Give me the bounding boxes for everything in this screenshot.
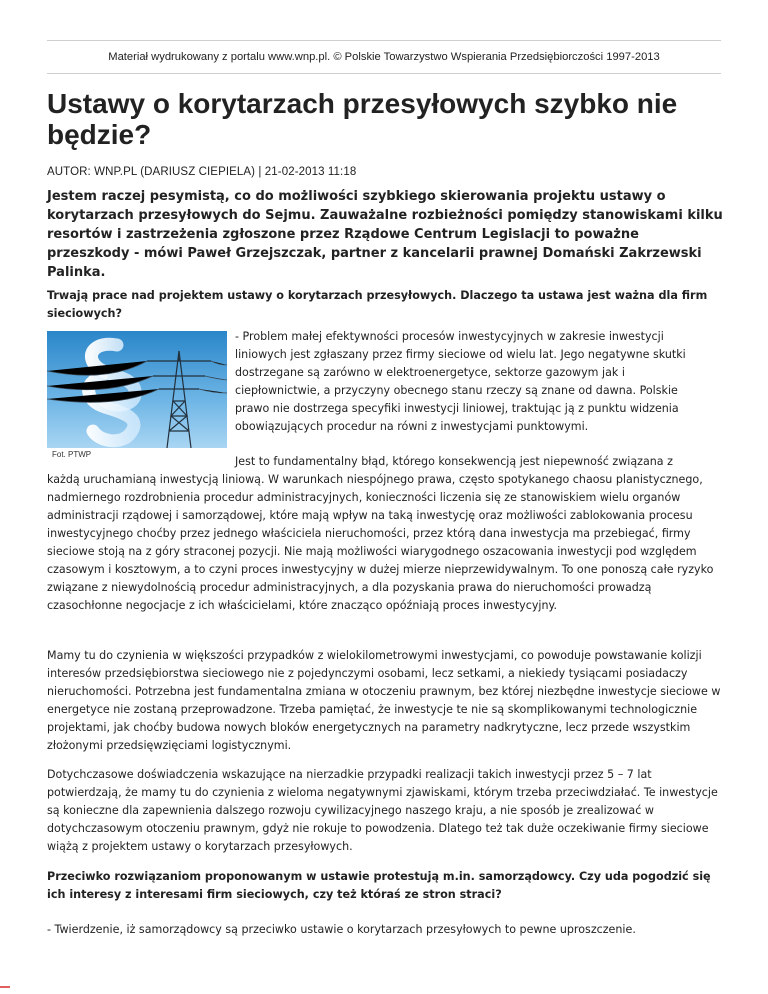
paragraph-3: Dotychczasowe doświadczenia wskazujące na nierzadkie przypadki realizacji takich inwestycji przez 5 – 7 lat potwierdzają, że mamy tu do czynienia z wieloma negatywnymi zjawiskami, którym trzeba przeciwdziałać. Te inwestycje są konieczne dla zapewnienia dalszego rozwoju cywilizacyjnego naszego kraju, a nie sposób je zrealizować w dotychczasowym otoczeniu prawnym, gdyż nie rokuje to powodzenia. Dlatego też tak duże oczekiwanie firmy sieciowe wiążą z projektem ustawy o korytarzach przesyłowych. [47,768,718,853]
paragraph-2: Mamy tu do czynienia w większości przypadków z wielokilometrowymi inwestycjami, co powoduje powstawanie kolizji interesów przedsiębiorstwa sieciowego nie z pojedynczymi osobami, lecz setkami, a niekiedy tysiącami posiadaczy nieruchomości. Potrzebna jest fundamentalna zmiana w otoczeniu prawnym, bez której niezbędne inwestycje sieciowe w energetyce nie zostaną przeprowadzone. Trzeba pamiętać, że inwestycje te nie są skomplikowanymi technologicznie projektami, jak choćby budowa nowych bloków energetycznych na parametry nadkrytyczne, lecz przede wszystkim złożonymi przedsięwzięciami logistycznymi. [47,649,721,752]
photo-caption: Fot. PTWP [52,450,92,459]
question-1: Trwają prace nad projektem ustawy o korytarzach przesyłowych. Dlaczego ta ustawa jest ważna dla firm sieciowych? [47,289,708,320]
article-lead: Jestem raczej pesymistą, co do możliwości szybkiego skierowania projektu ustawy o korytarzach przesyłowych do Sejmu. Zauważalne rozbieżności pomiędzy stanowiskami kilku resortów i zastrzeżenia zgłoszone przez Rządowe Centrum Legislacji to poważne przeszkody - mówi Paweł Grzejszczak, partner z kancelarii prawnej Domański Zakrzewski Palinka. [47,189,723,280]
print-source-note: Materiał wydrukowany z portalu www.wnp.pl. © Polskie Towarzystwo Wspierania Przedsiębiorczości 1997-2013 [108,51,660,63]
page-edge-mark [0,986,10,988]
top-divider [47,40,721,41]
answer-1-continued: każdą uruchamianą inwestycją liniową. W warunkach niespójnego prawa, często spotykanego chaosu planistycznego, nadmiernego rozdrobnienia procedur administracyjnych, konieczności liczenia się ze stanowiskiem wielu organów administracji rządowej i samorządowej, które mają wpływ na taką inwestycję oraz możliwości zablokowania procesu inwestycyjnego choćby przez jednego właściciela nieruchomości, przez którą dana inwestycja ma przebiegać, firmy sieciowe stoją na z góry straconej pozycji. Nie mają możliwości wiarygodnego oszacowania inwestycji pod względem czasowym i kosztowym, a to czyni proces inwestycyjny w dużej mierze nieprzewidywalnym. To one ponoszą całe ryzyko związane z niewydolnością procedur administracyjnych, a dla pozyskania prawa do nieruchomości prowadzą czasochłonne negocjacje z ich właścicielami, które znacząco opóźniają proces inwestycyjny. [47,473,714,612]
header-divider [47,73,721,74]
power-pylon-photo [47,331,227,448]
paragraph-4: - Twierdzenie, iż samorządowcy są przeciwko ustawie o korytarzach przesyłowych to pewne uproszczenie. [47,923,636,936]
answer-1-continued-first-line: Jest to fundamentalny błąd, którego konsekwencją jest niepewność związana z [235,455,673,468]
question-2: Przeciwko rozwiązaniom proponowanym w ustawie protestują m.in. samorządowcy. Czy uda pogodzić się ich interesy z interesami firm sieciowych, czy też któraś ze stron straci? [47,870,711,901]
article-byline: AUTOR: WNP.PL (DARIUSZ CIEPIELA) | 21-02-2013 11:18 [47,166,357,178]
article-title: Ustawy o korytarzach przesyłowych szybko nie będzie? [47,88,678,150]
answer-1-side-text: - Problem małej efektywności procesów inwestycyjnych w zakresie inwestycji liniowych jest zgłaszany przez firmy sieciowe od wielu lat. Jego negatywne skutki dostrzegane są zarówno w elektroenergetyce, sektorze gazowym jak i ciepłownictwie, a przyczyny obecnego stanu rzeczy są znane od dawna. Polskie prawo nie dostrzega specyfiki inwestycji liniowej, traktując ją z punktu widzenia obowiązujących procedur na równi z inwestycjami punktowymi. [235,330,686,433]
